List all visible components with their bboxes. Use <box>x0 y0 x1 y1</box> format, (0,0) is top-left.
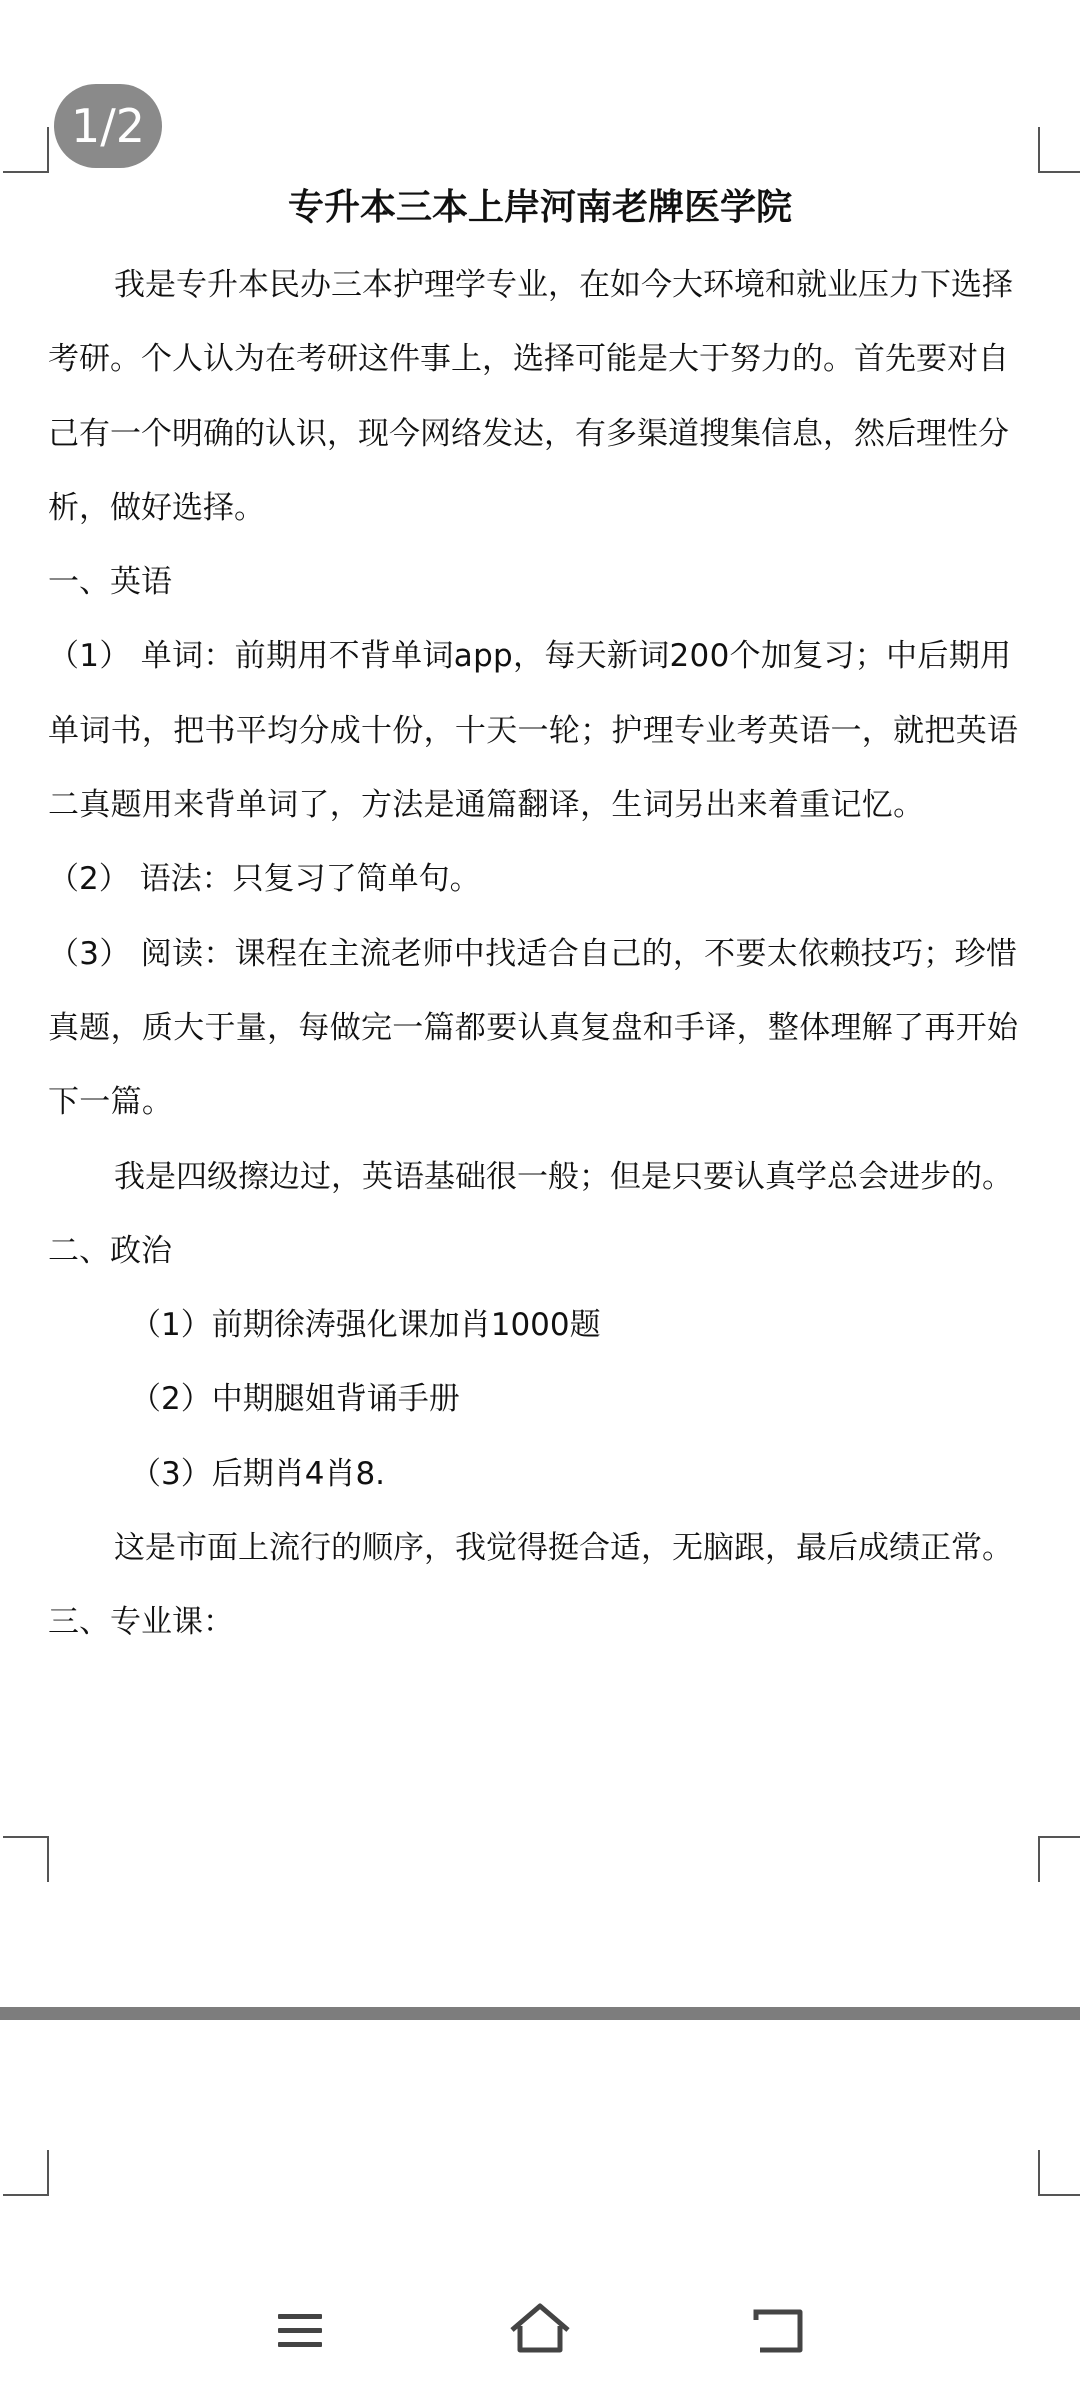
back-icon <box>740 2298 820 2362</box>
document-page-2[interactable] <box>0 2020 1080 2260</box>
politics-item-3: （3）后期肖4肖8. <box>130 1455 386 1492</box>
intro-paragraph: 我是专升本民办三本护理学专业，在如今大环境和就业压力下选择考研。个人认为在考研这件事上，选择可能是大于努力的。首先要对自己有一个明确的认识，现今网络发达，有多渠道搜集信息，然后理性分析，做好选择。 <box>48 267 1013 526</box>
back-button[interactable] <box>740 2298 820 2362</box>
section-heading-major: 三、专业课： <box>48 1604 234 1641</box>
page-divider <box>0 2007 1080 2020</box>
crop-mark-page2-top-left <box>3 2150 49 2196</box>
crop-mark-page2-top-right <box>1038 2150 1080 2196</box>
section-heading-english: 一、英语 <box>48 564 172 601</box>
politics-summary: 这是市面上流行的顺序，我觉得挺合适，无脑跟，最后成绩正常。 <box>114 1530 1013 1567</box>
english-item-vocabulary: （1） 单词：前期用不背单词app，每天新词200个加复习；中后期用单词书，把书平均分成十份，十天一轮；护理专业考英语一，就把英语二真题用来背单词了，方法是通篇翻译，生词另出来着重记忆。 <box>48 638 1019 824</box>
system-navigation-bar <box>0 2260 1080 2400</box>
page-indicator: 1/2 <box>54 84 162 168</box>
politics-item-1: （1）前期徐涛强化课加肖1000题 <box>130 1307 601 1344</box>
menu-button[interactable] <box>260 2298 340 2362</box>
crop-mark-bottom-left <box>3 1836 49 1882</box>
english-item-grammar: （2） 语法：只复习了简单句。 <box>48 861 481 898</box>
home-button[interactable] <box>500 2298 580 2362</box>
document-title: 专升本三本上岸河南老牌医学院 <box>287 187 792 228</box>
english-item-reading: （3） 阅读：课程在主流老师中找适合自己的，不要太依赖技巧；珍惜真题，质大于量，每做完一篇都要认真复盘和手译，整体理解了再开始下一篇。 <box>48 935 1019 1121</box>
document-body <box>48 248 1038 1660</box>
crop-mark-top-left <box>3 127 49 173</box>
crop-mark-top-right <box>1038 127 1080 173</box>
politics-item-2: （2）中期腿姐背诵手册 <box>130 1381 460 1418</box>
home-icon <box>500 2298 580 2362</box>
english-summary: 我是四级擦边过，英语基础很一般；但是只要认真学总会进步的。 <box>114 1158 1013 1195</box>
crop-mark-bottom-right <box>1038 1836 1080 1882</box>
menu-icon <box>260 2298 340 2362</box>
section-heading-politics: 二、政治 <box>48 1232 172 1269</box>
